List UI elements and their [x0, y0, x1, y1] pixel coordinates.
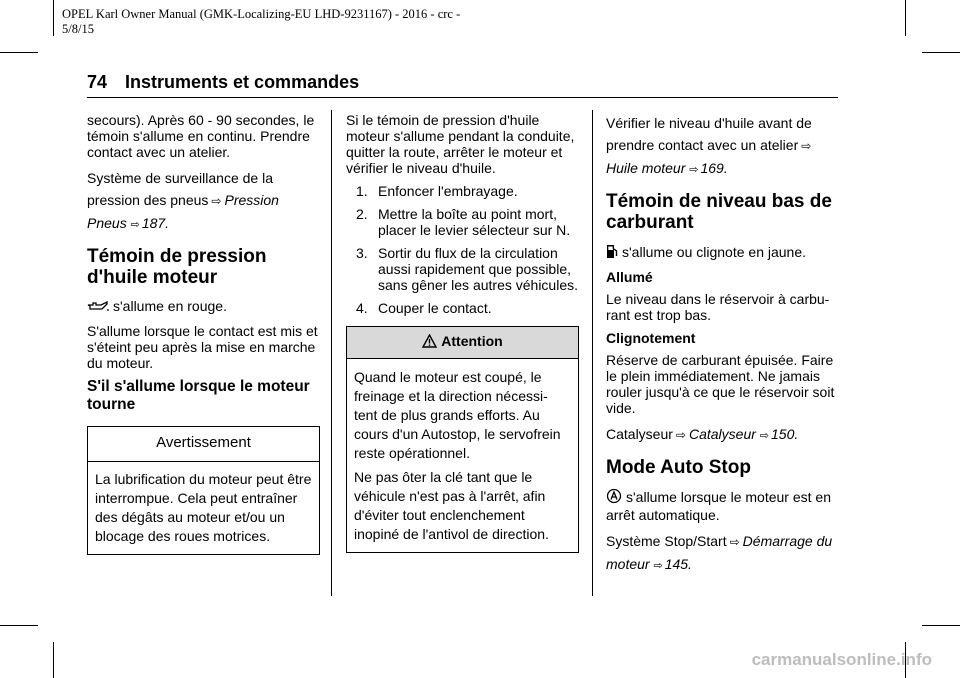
paragraph-oil-check: Vérifier le niveau d'huile avant de prendre contact avec un atelier ⇨Huile moteur ⇨ 169.: [606, 115, 812, 176]
column-divider: [592, 110, 593, 596]
page-ref-icon: ⇨: [130, 219, 140, 231]
ref-arrow-icon: ⇨: [729, 535, 740, 549]
paragraph-tpms: Système de surveillance de la pression des pneus ⇨ Pression Pneus ⇨ 187.: [87, 170, 279, 231]
paragraph: Le niveau dans le réservoir à carbu-rant est trop bas.: [606, 291, 830, 323]
paragraph: secours). Après 60 - 90 secondes, le témoin s'allume en continu. Prendre contact avec un atelier.: [87, 112, 315, 160]
list-item: 3. Sortir du flux de la circulation aussi rapidement que possible, sans gêner les autres véhicules.: [356, 245, 578, 293]
warning-body: La lubrification du moteur peut être interrompue. Cela peut entraîner des dégâts au moteur et/ou un blocage des roues motrices.: [95, 471, 312, 544]
link-pression-pneus[interactable]: Pression Pneus ⇨ 187.: [87, 192, 279, 231]
attention-body: Quand le moteur est coupé, le freinage et la direction nécessi-tent de plus grands efforts. Au cours d'un Autostop, le servofrein reste opérationnel. Ne pas ôter la clé tant que le véhicule n'est pas à l'arrêt, afin d'éviter tout enclenchement inopiné de l'antivol de direction.: [354, 369, 561, 542]
sub-heading-running: S'il s'allume lorsque le moteur tourne: [87, 378, 310, 413]
crop-mark: [905, 0, 906, 36]
section-heading-oil-pressure: Témoin de pression d'huile moteur: [87, 246, 267, 288]
oil-can-icon: [87, 300, 109, 316]
document-header: [62, 7, 460, 37]
link-catalyseur[interactable]: Catalyseur ⇨ 150.: [688, 426, 799, 442]
page-ref-icon: ⇨: [689, 164, 699, 176]
section-heading-fuel: Témoin de niveau bas de carburant: [606, 191, 832, 233]
page-number: 74: [87, 72, 108, 92]
paragraph-autostop-light: s'allume lorsque le moteur est en arrêt automatique.: [606, 489, 831, 523]
ref-arrow-icon: ⇨: [801, 139, 812, 153]
section-heading-auto-stop: Mode Auto Stop: [606, 457, 751, 478]
column-3: [606, 112, 841, 581]
fuel-pump-icon: [606, 243, 618, 262]
document-header-line1: OPEL Karl Owner Manual (GMK-Localizing-EU LHD-9231167) - 2016 - crc -: [62, 7, 461, 21]
title-divider: [87, 97, 838, 98]
list-item: 2. Mettre la boîte au point mort, placer le levier sélecteur sur N.: [356, 206, 571, 238]
column-divider: [331, 110, 332, 596]
crop-mark: [0, 625, 38, 626]
list-item: 4. Couper le contact.: [356, 300, 492, 316]
attention-header: Attention: [347, 327, 578, 359]
paragraph: Réserve de carburant épuisée. Faire le plein immédiatement. Ne jamais rouler jusqu'à ce que le réservoir soit vide.: [606, 352, 835, 416]
watermark: carmanualsonline.info: [751, 650, 932, 669]
paragraph: Si le témoin de pression d'huile moteur s'allume pendant la conduite, quitter la route, arrêter le moteur et vérifier le niveau d'huile.: [346, 112, 575, 176]
column-2: [346, 112, 579, 553]
page-ref-icon: ⇨: [759, 430, 770, 442]
section-title: Instruments et commandes: [125, 72, 360, 92]
page-title: [87, 72, 359, 93]
paragraph-catalyseur: Catalyseur ⇨ Catalyseur ⇨ 150.: [606, 423, 841, 447]
crop-mark: [922, 625, 960, 626]
crop-mark: [53, 642, 54, 678]
list-item: 1. Enfoncer l'embrayage.: [356, 183, 518, 199]
crop-mark: [922, 52, 960, 53]
caution-triangle-icon: [422, 334, 437, 351]
steps-list: [346, 183, 579, 316]
link-demarrage-moteur[interactable]: Démarrage du moteur ⇨ 145.: [606, 533, 833, 572]
warning-title: Avertissement: [88, 427, 319, 462]
crop-mark: [0, 52, 38, 53]
document-header-line2: 5/8/15: [62, 22, 94, 36]
link-huile-moteur[interactable]: Huile moteur ⇨ 169.: [606, 160, 728, 176]
ref-arrow-icon: ⇨: [211, 194, 222, 208]
paragraph-fuel-light: s'allume ou clignote en jaune.: [606, 243, 841, 262]
sub-heading-allume: Allumé: [606, 269, 653, 285]
auto-stop-icon: [606, 488, 622, 507]
column-1: [87, 112, 320, 555]
warning-box: [87, 426, 320, 555]
paragraph-stop-start: Système Stop/Start ⇨ Démarrage du moteur ⇨ 145.: [606, 533, 833, 572]
crop-mark: [53, 0, 54, 36]
attention-box: [346, 326, 579, 553]
paragraph: S'allume lorsque le contact est mis et s'éteint peu après la mise en marche du moteur.: [87, 323, 318, 371]
ref-arrow-icon: ⇨: [675, 428, 686, 442]
paragraph-oil-light: s'allume en rouge.: [87, 298, 320, 316]
sub-heading-clignotement: Clignotement: [606, 330, 696, 346]
page-ref-icon: ⇨: [653, 560, 663, 572]
